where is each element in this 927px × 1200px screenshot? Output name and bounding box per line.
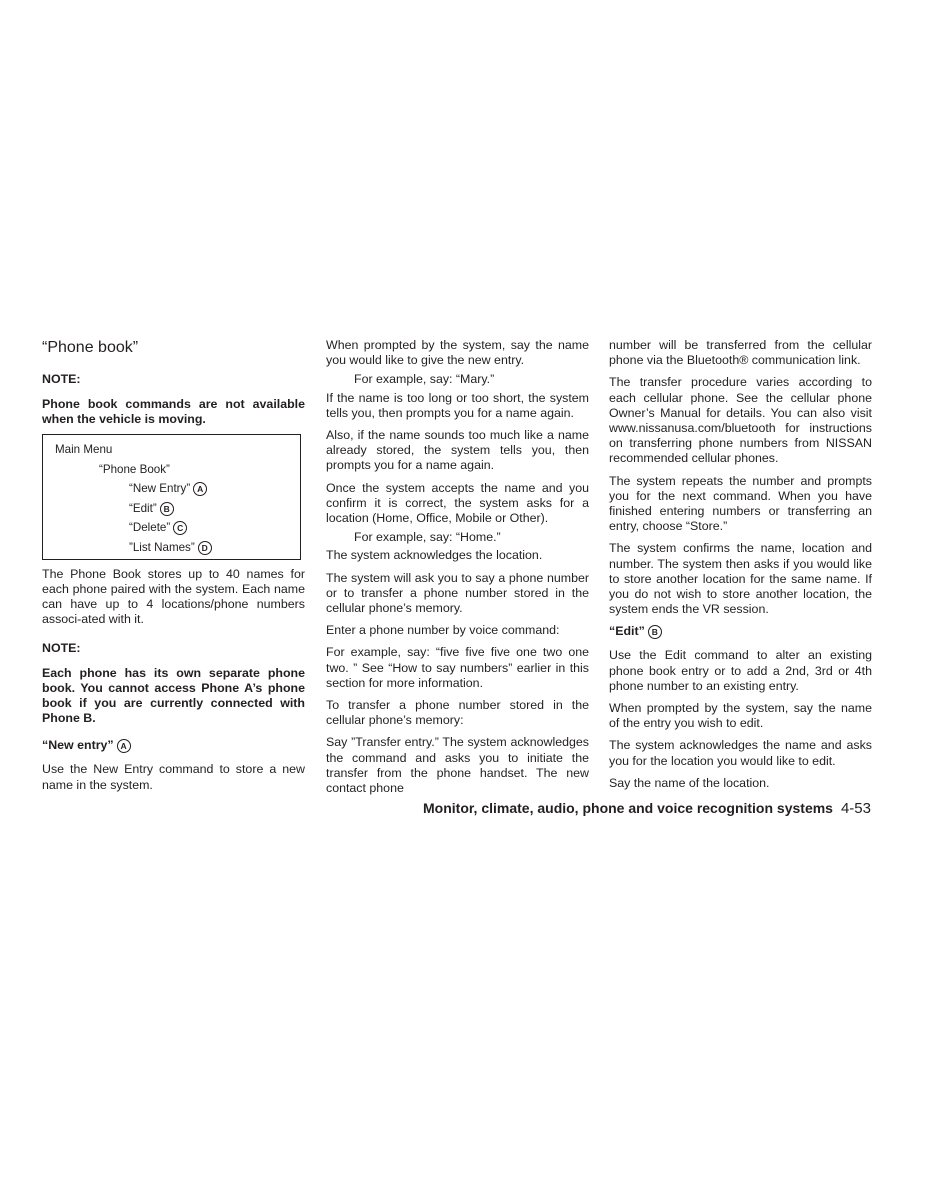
paragraph: The system will ask you to say a phone number or to transfer a phone number stored in the cellular phone’s memory. (326, 570, 589, 616)
paragraph: Once the system accepts the name and you confirm it is correct, the system asks for a location (Home, Office, Mobile or Other). (326, 480, 589, 526)
callout-d-icon: D (198, 541, 212, 555)
paragraph: The system acknowledges the location. (326, 548, 543, 563)
paragraph: number will be transferred from the cellular phone via the Bluetooth® communication link. (609, 338, 872, 368)
paragraph: For example, say: “five five five one two one two. ” See “How to say numbers” earlier in this section for more information. (326, 645, 589, 690)
callout-c-icon: C (173, 521, 187, 535)
subheading-new-entry: “New entry” A (42, 738, 305, 753)
callout-b-icon: B (160, 502, 174, 516)
column-1 (42, 338, 305, 800)
paragraph: The Phone Book stores up to 40 names for each phone paired with the system. Each name can have up to 4 locations/phone numbers associ-ated with it. (42, 566, 305, 627)
subheading-edit: “Edit” B (609, 624, 872, 639)
paragraph: The transfer procedure varies according to each cellular phone. See the cellular phone Owner’s Manual for details. You can also visit www.nissanusa.com/bluetooth for instructions on transferring phone numbers from NISSAN recommended cellular phones. (609, 375, 872, 466)
callout-a-icon: A (193, 482, 207, 496)
paragraph: When prompted by the system, say the name of the entry you wish to edit. (609, 701, 872, 731)
column-3 (609, 338, 872, 798)
paragraph: When prompted by the system, say the name you would like to give the new entry. (326, 338, 589, 368)
note-text: Phone book commands are not available when the vehicle is moving. (42, 397, 305, 426)
paragraph: Also, if the name sounds too much like a name already stored, the system tells you, then prompts you for a name again. (326, 428, 589, 473)
paragraph: Enter a phone number by voice command: (326, 623, 560, 638)
example-line: For example, say: “Mary.” (354, 372, 495, 387)
paragraph: Say ”Transfer entry.” The system acknowledges the command and asks you to initiate the transfer from the phone handset. The new contact phone (326, 735, 589, 796)
menu-main: Main Menu (55, 443, 113, 456)
section-heading: “Phone book” (42, 339, 139, 356)
paragraph: To transfer a phone number stored in the cellular phone’s memory: (326, 698, 589, 728)
menu-phone-book: “Phone Book” (99, 462, 170, 476)
page-number: 4-53 (840, 800, 871, 817)
paragraph: Use the Edit command to alter an existing phone book entry or to add a 2nd, 3rd or 4th phone number to an existing entry. (609, 648, 872, 693)
column-2 (326, 338, 589, 803)
paragraph: Use the New Entry command to store a new name in the system. (42, 762, 305, 792)
note-label: NOTE: (42, 372, 81, 386)
paragraph: If the name is too long or too short, the system tells you, then prompts you for a name again. (326, 390, 589, 420)
note-text: Each phone has its own separate phone book. You cannot access Phone A’s phone book if you are currently connected with Phone B. (42, 666, 305, 726)
paragraph: The system repeats the number and prompts you for the next command. When you have finished entering numbers or transferring an entry, choose “Store.” (609, 473, 872, 534)
page-footer (423, 799, 871, 818)
footer-section-title: Monitor, climate, audio, phone and voice recognition systems (423, 800, 833, 816)
menu-list-names: ”List Names” D (55, 538, 300, 558)
menu-diagram (42, 434, 301, 560)
menu-delete: “Delete” C (55, 518, 300, 538)
paragraph: The system confirms the name, location and number. The system then asks if you would like to store another location for the same name. If you do not wish to store another location, the system ends the VR session. (609, 541, 872, 617)
paragraph: Say the name of the location. (609, 775, 770, 790)
callout-b-icon: B (648, 625, 662, 639)
example-line: For example, say: “Home.” (354, 530, 501, 545)
note-label: NOTE: (42, 641, 81, 656)
paragraph: The system acknowledges the name and asks you for the location you would like to edit. (609, 738, 872, 768)
menu-edit: “Edit” B (55, 499, 300, 519)
callout-a-icon: A (117, 739, 131, 753)
menu-new-entry: “New Entry” A (55, 479, 300, 499)
